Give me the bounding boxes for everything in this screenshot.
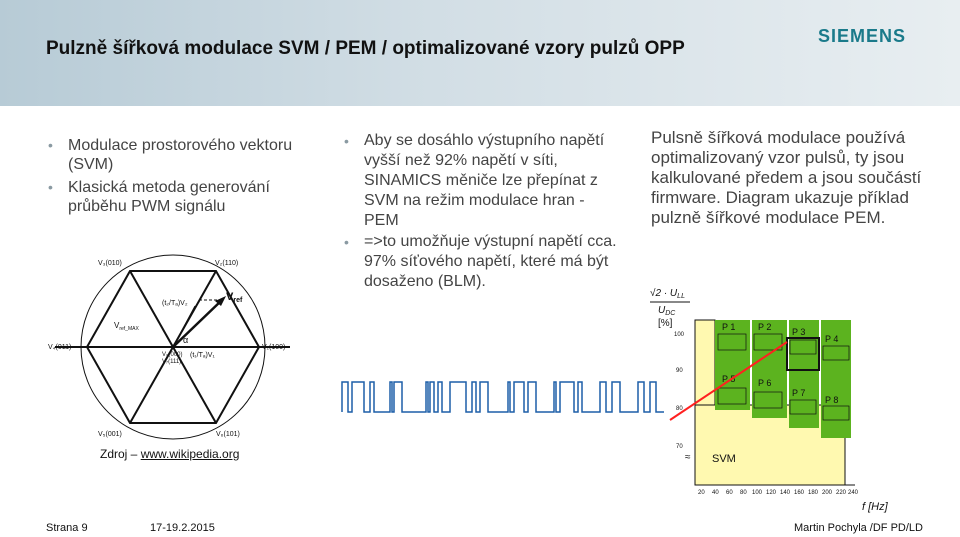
footer-page: Strana 9	[46, 522, 88, 534]
label-v6: V₆(101)	[216, 431, 240, 438]
x-tick: 160	[794, 490, 805, 496]
x-tick: 120	[766, 490, 777, 496]
pattern-label: P 3	[792, 327, 806, 337]
slide-title: Pulzně šířková modulace SVM / PEM / optimalizované vzory pulzů OPP	[46, 38, 685, 59]
y-tick: 90	[676, 368, 683, 374]
label-v2: V₂(110)	[215, 260, 239, 267]
x-tick: 180	[808, 490, 819, 496]
x-axis-label: f [Hz]	[862, 501, 888, 513]
pattern-label: P 4	[825, 334, 839, 344]
svg-text:UDC	[658, 305, 676, 317]
x-tick: 200	[822, 490, 833, 496]
bullet-item: • Klasická metoda generování průběhu PWM signálu	[46, 178, 306, 216]
pulse-pattern-chart	[640, 280, 940, 520]
y-tick: 80	[676, 406, 683, 412]
label-v7: V₇(111)	[162, 359, 182, 365]
ylabel-bottom: U	[658, 305, 666, 316]
label-t1: (t₁/Tₐ)V₁	[190, 352, 215, 359]
pem-description: Pulsně šířková modulace používá optimalizovaný vzor pulsů, ty jsou kalkulované předem a jsou součástí firmware. Diagram ukazuje příklad pulzně šířkové modulace PEM.	[651, 128, 922, 227]
footer-author: Martin Pochyla /DF PD/LD	[794, 522, 923, 534]
pattern-label: P 5	[722, 374, 736, 384]
svm-hexagon-diagram	[40, 250, 330, 450]
label-alpha: α	[183, 335, 189, 345]
middle-bullet-list	[342, 131, 622, 293]
svm-label: SVM	[712, 453, 736, 465]
x-tick: 80	[740, 490, 747, 496]
label-vref-sub: ref	[233, 297, 243, 304]
bullet-item: • Modulace prostorového vektoru (SVM)	[46, 136, 306, 174]
ylabel-top-sub: LL	[677, 293, 685, 300]
label-v3: V₃(010)	[98, 260, 122, 267]
label-v1: V₁(100)	[262, 344, 286, 351]
label-v5: V₅(001)	[98, 431, 122, 438]
pattern-label: P 6	[758, 378, 772, 388]
svg-text:≈: ≈	[685, 452, 691, 463]
footer-date: 17-19.2.2015	[150, 522, 215, 534]
label-vref-max-sub: ref_MAX	[119, 326, 139, 332]
x-tick: 20	[698, 490, 705, 496]
x-tick: 240	[848, 490, 859, 496]
label-t2: (t₂/Tₐ)V₂	[162, 300, 188, 307]
label-v0: V₀(000)	[162, 352, 183, 358]
ylabel-bottom-sub: DC	[665, 310, 676, 317]
left-bullet-list	[46, 136, 306, 220]
x-tick: 140	[780, 490, 791, 496]
y-tick: 70	[676, 444, 683, 450]
ylabel-top: √2 · U	[650, 288, 678, 299]
bullet-item: • =>to umožňuje výstupní napětí cca. 97% síťového napětí, které má být dosaženo (BLM).	[342, 232, 622, 292]
pattern-label: P 2	[758, 322, 772, 332]
bullet-item: • Aby se dosáhlo výstupního napětí vyšší než 92% napětí v síti, SINAMICS měniče lze přepínat z SVM na režim modulace hran - PEM	[342, 131, 622, 231]
x-tick: 60	[726, 490, 733, 496]
x-tick: 40	[712, 490, 719, 496]
x-tick: 220	[836, 490, 847, 496]
pattern-label: P 8	[825, 395, 839, 405]
y-tick: 100	[674, 332, 685, 338]
svg-text:√2 · ULL	[650, 287, 685, 300]
source-prefix: Zdroj –	[100, 447, 141, 461]
label-vref-max: V	[114, 321, 120, 330]
pulse-waveform-strip	[338, 372, 668, 418]
pattern-label: P 1	[722, 322, 736, 332]
y-unit: [%]	[658, 318, 673, 329]
source-link[interactable]: www.wikipedia.org	[140, 447, 240, 461]
source-caption	[100, 447, 239, 461]
x-tick: 100	[752, 490, 763, 496]
pattern-label: P 7	[792, 388, 806, 398]
siemens-logo: SIEMENS	[818, 26, 907, 46]
label-v4: V₄(011)	[48, 344, 72, 351]
label-vref: V	[226, 291, 234, 303]
